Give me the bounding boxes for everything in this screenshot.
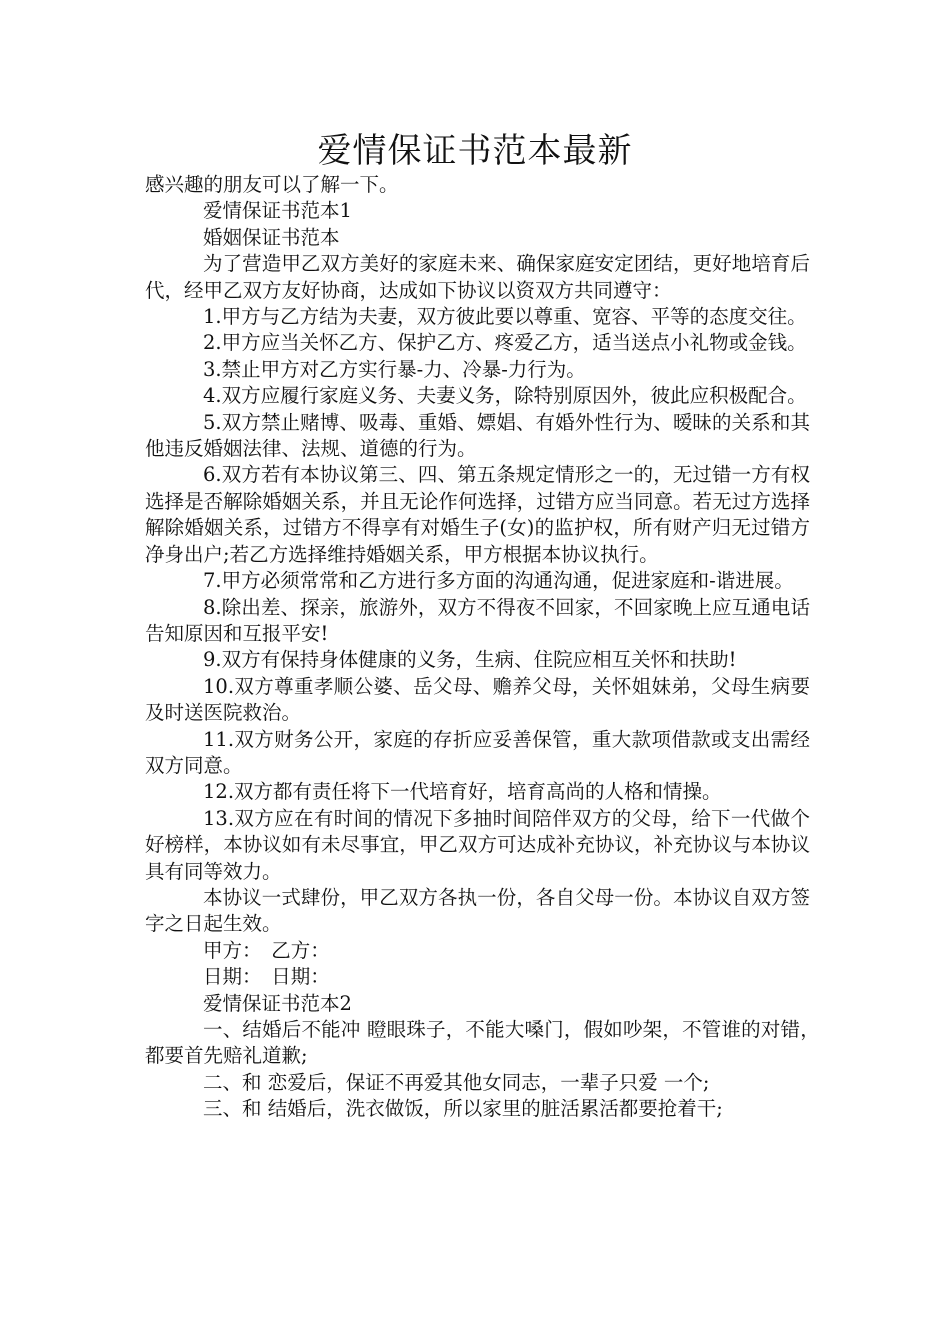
clause-13: 13.双方应在有时间的情况下多抽时间陪伴双方的父母，给下一代做个好榜样，本协议如有未尽事宜，甲乙双方可达成补充协议，补充协议与本协议具有同等效力。: [145, 806, 810, 883]
pledge-3: 三、和 结婚后，洗衣做饭，所以家里的脏活累活都要抢着干;: [203, 1097, 723, 1121]
clause-3: 3.禁止甲方对乙方实行暴-力、冷暴-力行为。: [203, 357, 586, 381]
date-line: 日期： 日期：: [203, 965, 330, 989]
pledge-1: 一、结婚后不能冲 瞪眼珠子，不能大嗓门，假如吵架，不管谁的对错， 都要首先赔礼道歉;: [145, 1018, 830, 1068]
section-heading-1: 爱情保证书范本1: [203, 199, 352, 223]
document-body: [145, 172, 830, 1123]
clause-7: 7.甲方必须常常和乙方进行多方面的沟通沟通，促进家庭和-谐进展。: [203, 569, 794, 593]
intro-paragraph: 感兴趣的朋友可以了解一下。: [145, 173, 399, 196]
clause-5: 5.双方禁止赌博、吸毒、重婚、嫖娼、有婚外性行为、暧昧的关系和其他违反婚姻法律、法规、道德的行为。: [145, 410, 810, 461]
clause-2: 2.甲方应当关怀乙方、保护乙方、疼爱乙方，适当送点小礼物或金钱。: [203, 331, 807, 355]
clause-4: 4.双方应履行家庭义务、夫妻义务，除特别原因外，彼此应积极配合。: [203, 384, 807, 408]
effective-clause: 本协议一式肆份，甲乙双方各执一份，各自父母一份。本协议自双方签字之日起生效。: [145, 885, 810, 936]
preamble-paragraph: 为了营造甲乙双方美好的家庭未来、确保家庭安定团结，更好地培育后代，经甲乙双方友好协商，达成如下协议以资双方共同遵守：: [145, 252, 810, 302]
clause-8: 8.除出差、探亲，旅游外，双方不得夜不回家，不回家晚上应互通电话告知原因和互报平安!: [145, 595, 810, 645]
clause-10: 10.双方尊重孝顺公婆、岳父母、赡养父母，关怀姐妹弟，父母生病要及时送医院救治。: [145, 674, 810, 725]
pledge-2: 二、和 恋爱后，保证不再爱其他女同志，一辈子只爱 一个;: [203, 1070, 710, 1094]
clause-11: 11.双方财务公开，家庭的存折应妥善保管，重大款项借款或支出需经双方同意。: [145, 727, 810, 777]
document-title: 爱情保证书范本最新: [317, 131, 633, 171]
clause-6: 6.双方若有本协议第三、四、第五条规定情形之一的，无过错一方有权选择是否解除婚姻关系，并且无论作何选择，过错方应当同意。若无过方选择解除婚姻关系，过错方不得享有对婚生子(女)的监护权，所有财产归无过错方净身出户;若乙方选择维持婚姻关系，甲方根据本协议执行。: [145, 463, 810, 566]
subheading-marriage: 婚姻保证书范本: [203, 225, 340, 249]
signature-line: 甲方： 乙方：: [203, 938, 330, 962]
clause-12: 12.双方都有责任将下一代培育好，培育高尚的人格和情操。: [203, 780, 722, 804]
clause-9: 9.双方有保持身体健康的义务，生病、住院应相互关怀和扶助!: [203, 648, 737, 672]
section-heading-2: 爱情保证书范本2: [203, 991, 352, 1015]
clause-1: 1.甲方与乙方结为夫妻，双方彼此要以尊重、宽容、平等的态度交往。: [203, 305, 807, 329]
